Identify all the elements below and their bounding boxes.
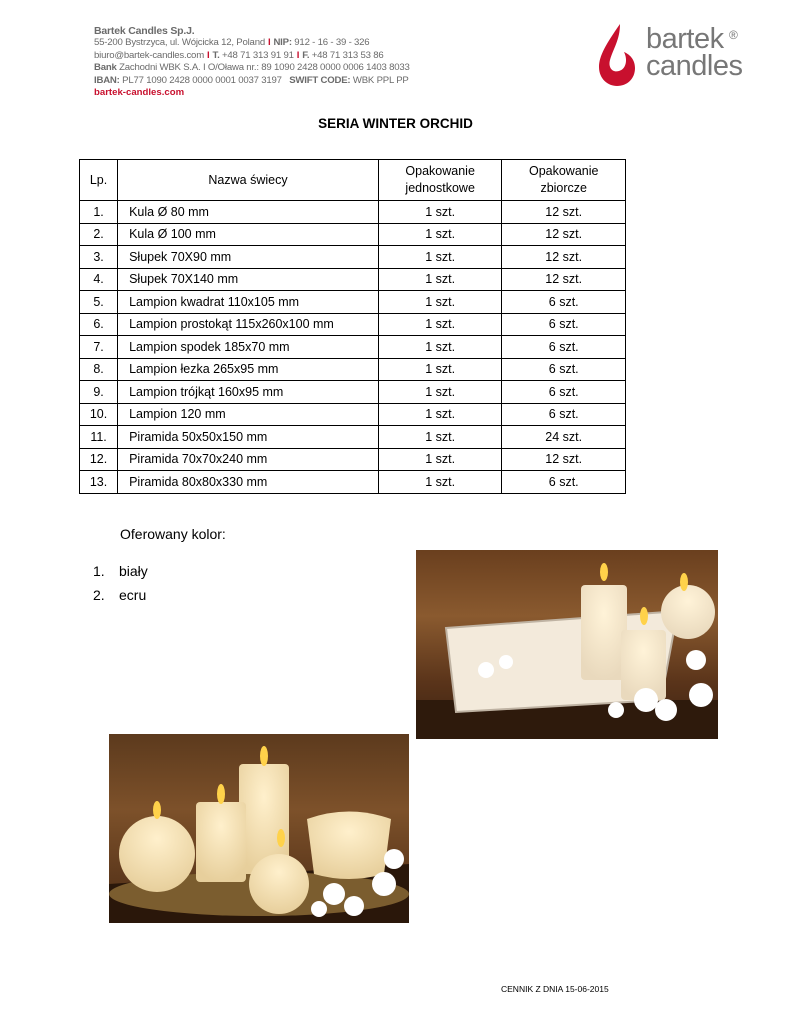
- cell-unit: 1 szt.: [378, 223, 502, 246]
- header-bulk-package: [502, 160, 626, 201]
- cell-bulk: 6 szt.: [502, 313, 626, 336]
- cell-lp: 7.: [80, 336, 118, 359]
- company-name: Bartek Candles Sp.J.: [94, 25, 195, 37]
- table-row: [80, 246, 626, 269]
- cell-name: Piramida 80x80x330 mm: [118, 471, 379, 494]
- table-row: [80, 291, 626, 314]
- cell-bulk: 12 szt.: [502, 223, 626, 246]
- header-bulk-line2: zbiorcze: [540, 181, 587, 195]
- company-contact-line: [94, 50, 424, 63]
- separator: I: [207, 49, 210, 61]
- tel-label: T.: [212, 49, 220, 61]
- cell-lp: 13.: [80, 471, 118, 494]
- color-item-label: ecru: [119, 587, 147, 603]
- cell-name: Piramida 70x70x240 mm: [118, 448, 379, 471]
- color-item-label: biały: [119, 563, 148, 579]
- company-email[interactable]: biuro@bartek-candles.com: [94, 49, 204, 61]
- table-row: [80, 471, 626, 494]
- table-row: [80, 448, 626, 471]
- registered-mark: ®: [729, 28, 738, 42]
- cell-bulk: 24 szt.: [502, 426, 626, 449]
- cell-name: Lampion łezka 265x95 mm: [118, 358, 379, 381]
- separator: I: [296, 49, 300, 61]
- page-title: SERIA WINTER ORCHID: [318, 116, 473, 131]
- table-row: [80, 358, 626, 381]
- table-row: [80, 426, 626, 449]
- cell-unit: 1 szt.: [378, 246, 502, 269]
- fax-value: +48 71 313 53 86: [311, 49, 384, 61]
- header-bulk-line1: Opakowanie: [528, 164, 599, 178]
- cell-name: Piramida 50x50x150 mm: [118, 426, 379, 449]
- tel-value: +48 71 313 91 91: [222, 49, 294, 61]
- company-bank-line: [94, 62, 424, 75]
- cell-unit: 1 szt.: [378, 403, 502, 426]
- logo-wordmark: [646, 23, 743, 82]
- cell-unit: 1 szt.: [378, 268, 502, 291]
- cell-name: Lampion trójkąt 160x95 mm: [118, 381, 379, 404]
- candle-set-illustration: [109, 734, 409, 923]
- header-unit-line2: jednostkowe: [405, 181, 475, 195]
- cell-name: Słupek 70X140 mm: [118, 268, 379, 291]
- cell-bulk: 6 szt.: [502, 336, 626, 359]
- cell-unit: 1 szt.: [378, 426, 502, 449]
- table-row: [80, 201, 626, 224]
- bartek-candles-logo: [596, 22, 756, 92]
- table-row: [80, 313, 626, 336]
- cell-name: Lampion 120 mm: [118, 403, 379, 426]
- cell-bulk: 6 szt.: [502, 291, 626, 314]
- nip-label: NIP:: [273, 37, 292, 48]
- table-row: [80, 268, 626, 291]
- header-unit-package: [378, 160, 502, 201]
- color-item: [93, 587, 146, 603]
- cell-bulk: 6 szt.: [502, 471, 626, 494]
- cell-unit: 1 szt.: [378, 471, 502, 494]
- cell-bulk: 6 szt.: [502, 381, 626, 404]
- bank-label: Bank: [94, 62, 117, 73]
- cell-name: Słupek 70X90 mm: [118, 246, 379, 269]
- company-info: [94, 25, 424, 98]
- cell-unit: 1 szt.: [378, 201, 502, 224]
- header-unit-line1: Opakowanie: [405, 164, 475, 178]
- color-item: [93, 563, 148, 579]
- company-address-line: [94, 37, 424, 50]
- cell-unit: 1 szt.: [378, 336, 502, 359]
- iban-value: PL77 1090 2428 0000 0001 0037 3197: [122, 74, 282, 86]
- iban-label: IBAN:: [94, 74, 120, 86]
- cell-lp: 5.: [80, 291, 118, 314]
- cell-bulk: 6 szt.: [502, 403, 626, 426]
- swift-value: WBK PPL PP: [352, 74, 409, 86]
- cell-lp: 11.: [80, 426, 118, 449]
- table-row: [80, 381, 626, 404]
- cell-bulk: 12 szt.: [502, 246, 626, 269]
- cell-name: Kula Ø 100 mm: [118, 223, 379, 246]
- cell-lp: 9.: [80, 381, 118, 404]
- cell-bulk: 12 szt.: [502, 448, 626, 471]
- product-table: [79, 159, 626, 494]
- colors-heading: Oferowany kolor:: [120, 526, 226, 542]
- header-lp: Lp.: [80, 160, 118, 201]
- color-item-number: 2.: [93, 587, 105, 603]
- logo-line2: candles: [646, 50, 743, 82]
- product-photo-tray-candles: [416, 550, 718, 739]
- cell-lp: 1.: [80, 201, 118, 224]
- cell-unit: 1 szt.: [378, 381, 502, 404]
- cell-name: Lampion kwadrat 110x105 mm: [118, 291, 379, 314]
- candle-photo-illustration: [416, 550, 718, 739]
- product-photo-candle-set: [109, 734, 409, 923]
- cell-lp: 12.: [80, 448, 118, 471]
- header-name: Nazwa świecy: [118, 160, 379, 201]
- flame-icon: [596, 22, 640, 88]
- table-row: [80, 223, 626, 246]
- price-list-date: CENNIK Z DNIA 15-06-2015: [501, 984, 609, 994]
- bank-value: Zachodni WBK S.A. I O/Oława nr.: 89 1090 2428 0000 0006 1403 8033: [119, 62, 410, 73]
- separator: I: [267, 37, 271, 48]
- cell-name: Lampion prostokąt 115x260x100 mm: [118, 313, 379, 336]
- company-address: 55-200 Bystrzyca, ul. Wójcicka 12, Poland: [94, 37, 265, 48]
- nip-value: 912 - 16 - 39 - 326: [294, 37, 370, 48]
- cell-unit: 1 szt.: [378, 448, 502, 471]
- company-website[interactable]: bartek-candles.com: [94, 87, 185, 98]
- swift-label: SWIFT CODE:: [289, 74, 351, 86]
- cell-name: Lampion spodek 185x70 mm: [118, 336, 379, 359]
- cell-bulk: 12 szt.: [502, 268, 626, 291]
- cell-lp: 4.: [80, 268, 118, 291]
- table-row: [80, 403, 626, 426]
- color-item-number: 1.: [93, 563, 105, 579]
- cell-unit: 1 szt.: [378, 313, 502, 336]
- table-header-row: [80, 160, 626, 201]
- logo-line1: bartek: [646, 23, 724, 55]
- cell-bulk: 12 szt.: [502, 201, 626, 224]
- cell-name: Kula Ø 80 mm: [118, 201, 379, 224]
- cell-lp: 10.: [80, 403, 118, 426]
- company-iban-line: [94, 75, 424, 88]
- cell-unit: 1 szt.: [378, 291, 502, 314]
- cell-unit: 1 szt.: [378, 358, 502, 381]
- cell-lp: 8.: [80, 358, 118, 381]
- cell-lp: 6.: [80, 313, 118, 336]
- table-row: [80, 336, 626, 359]
- fax-label: F.: [302, 49, 310, 61]
- cell-lp: 2.: [80, 223, 118, 246]
- cell-lp: 3.: [80, 246, 118, 269]
- cell-bulk: 6 szt.: [502, 358, 626, 381]
